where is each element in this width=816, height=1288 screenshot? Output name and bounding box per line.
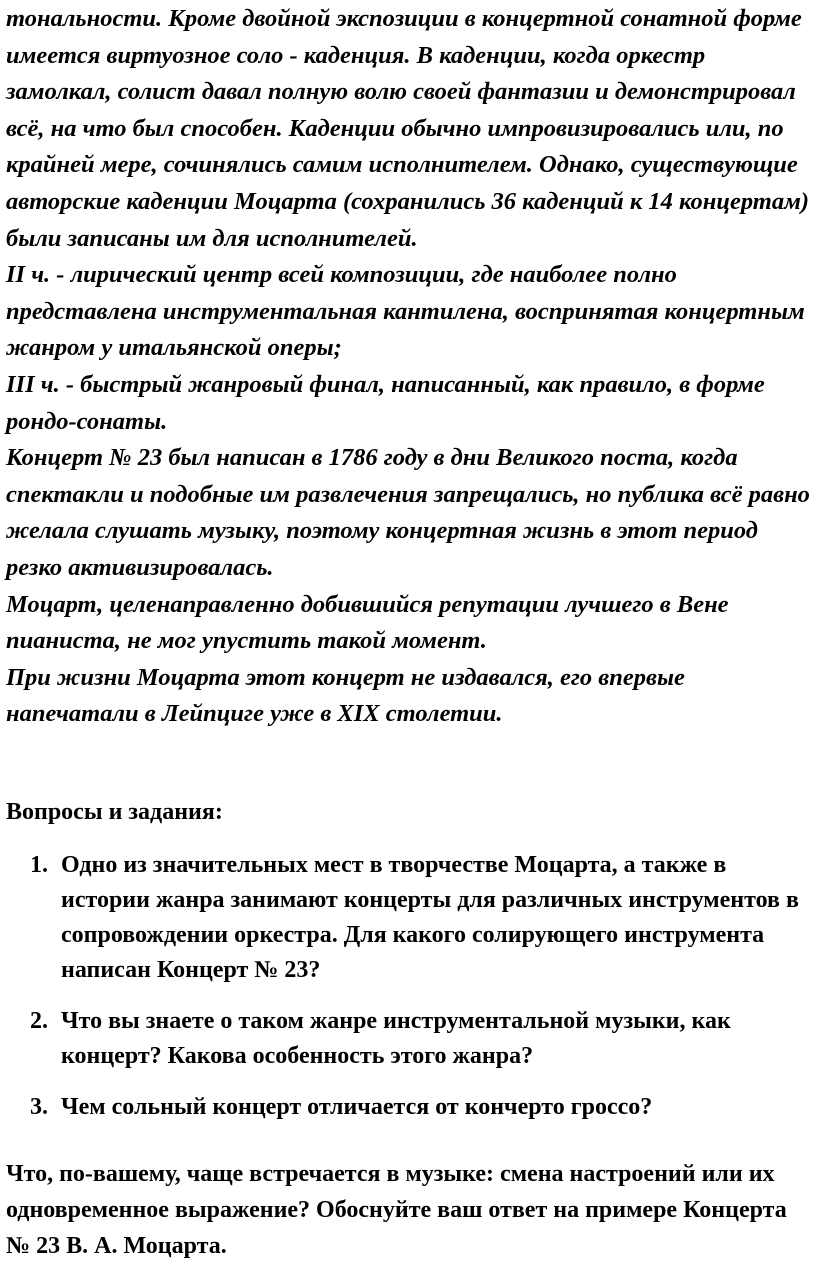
- questions-heading: Вопросы и задания:: [6, 799, 223, 825]
- question-number: 3.: [30, 1094, 48, 1120]
- question-text: Чем сольный концерт отличается от кончерто гроссо?: [61, 1094, 653, 1120]
- paragraph-third-movement: III ч. - быстрый жанровый финал, написанный, как правило, в форме рондо-сонаты.: [6, 370, 765, 435]
- question-number: 1.: [30, 852, 48, 878]
- questions-list: [0, 848, 816, 1141]
- question-text: Что вы знаете о таком жанре инструментальной музыки, как концерт? Какова особенность этого жанра?: [61, 1008, 731, 1069]
- question-text: Одно из значительных мест в творчестве Моцарта, а также в истории жанра занимают концерты для различных инструментов в сопровождении оркестра. Для какого солирующего инструмента написан Концерт № 23?: [61, 852, 799, 983]
- question-item-1: [0, 848, 816, 988]
- paragraph-mozart-reputation: Моцарт, целенаправленно добившийся репутации лучшего в Вене пианиста, не мог упустить такой момент.: [6, 590, 729, 655]
- paragraph-concerto-history: Концерт № 23 был написан в 1786 году в дни Великого поста, когда спектакли и подобные им развлечения запрещались, но публика всё равно желала слушать музыку, поэтому концертная жизнь в этот период резко активизировалась.: [6, 444, 810, 581]
- question-item-3: [0, 1090, 816, 1125]
- paragraph-cadenza: тональности. Кроме двойной экспозиции в концертной сонатной форме имеется виртуозное соло - каденция. В каденции, когда оркестр замолкал, солист давал полную волю своей фантазии и демонстрировал всё, на что был способен. Каденции обычно импровизировались или, по крайней мере, сочинялись самим исполнителем. Однако, существующие авторские каденции Моцарта (сохранились 36 каденций к 14 концертам) были записаны им для исполнителей.: [6, 5, 810, 252]
- italic-text-block: [6, 1, 812, 733]
- paragraph-publication: При жизни Моцарта этот концерт не издавался, его впервые напечатали в Лейпциге уже в XIX столетии.: [6, 663, 685, 728]
- paragraph-second-movement: II ч. - лирический центр всей композиции, где наиболее полно представлена инструментальная кантилена, воспринятая концертным жанром у итальянской оперы;: [6, 261, 805, 362]
- final-task: Что, по-вашему, чаще встречается в музыке: смена настроений или их одновременное выражение? Обоснуйте ваш ответ на примере Концерта № 23 В. А. Моцарта.: [6, 1161, 787, 1259]
- question-item-2: [0, 1004, 816, 1074]
- question-number: 2.: [30, 1008, 48, 1034]
